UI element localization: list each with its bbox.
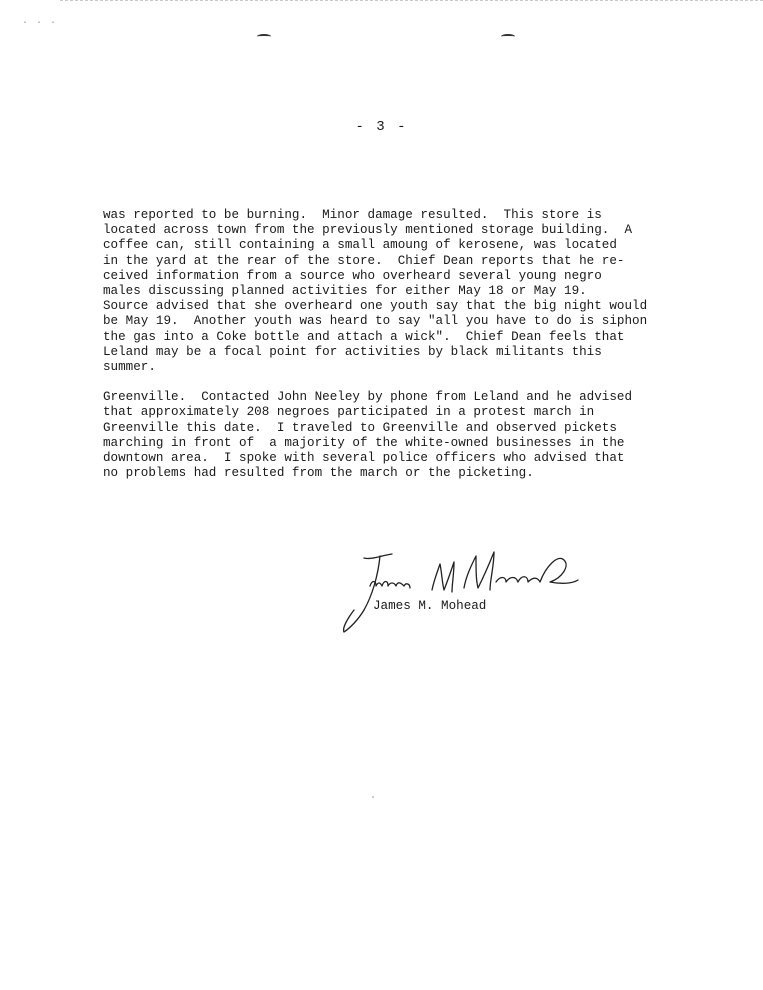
punch-hole-mark-right [501, 34, 515, 39]
text-line: Source advised that she overheard one youth say that the big night would [103, 299, 648, 314]
paper-speck [372, 796, 374, 798]
text-line: Greenville. Contacted John Neeley by phone from Leland and he advised [103, 390, 633, 405]
text-line: was reported to be burning. Minor damage resulted. This store is [103, 208, 602, 222]
text-line: located across town from the previously mentioned storage building. A [103, 223, 633, 238]
text-line: ceived information from a source who overheard several young negro [103, 268, 602, 283]
text-line: the gas into a Coke bottle and attach a wick". Chief Dean feels that [103, 329, 625, 344]
text-line: downtown area. I spoke with several police officers who advised that [103, 451, 625, 466]
signer-typed-name: James M. Mohead [373, 599, 487, 613]
handwritten-signature [340, 546, 580, 636]
paragraph-greenville [103, 390, 663, 481]
punch-hole-mark-left [257, 34, 271, 39]
text-line: in the yard at the rear of the store. Chief Dean reports that he re- [103, 253, 625, 268]
text-line: no problems had resulted from the march or the picketing. [103, 466, 534, 481]
corner-marks: ··· [22, 18, 65, 29]
text-line: males discussing planned activities for either May 18 or May 19. [103, 284, 587, 299]
text-line: Leland may be a focal point for activities by black militants this [103, 344, 602, 359]
text-line: marching in front of a majority of the white-owned businesses in the [103, 435, 625, 450]
text-line: summer. [103, 360, 156, 375]
text-line: Greenville this date. I traveled to Greenville and observed pickets [103, 420, 617, 435]
text-line: coffee can, still containing a small amoung of kerosene, was located [103, 238, 617, 253]
text-line: be May 19. Another youth was heard to say "all you have to do is siphon [103, 314, 648, 329]
page-top-edge [60, 0, 763, 4]
page-number: - 3 - [355, 119, 408, 135]
text-line: that approximately 208 negroes participated in a protest march in [103, 405, 595, 420]
document-body [103, 208, 663, 496]
paragraph-leland [103, 208, 663, 375]
